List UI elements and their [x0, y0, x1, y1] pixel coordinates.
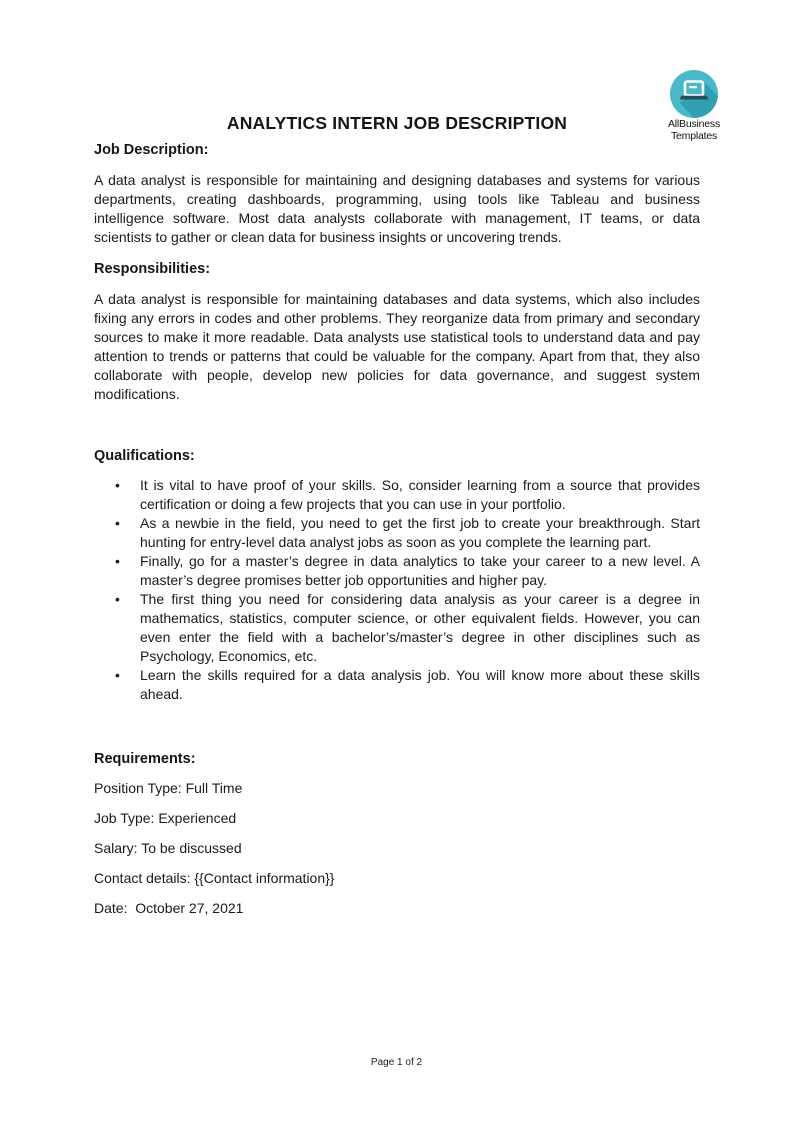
list-item: • Finally, go for a master’s degree in data analytics to take your career to a new level. A master’s degree promises better job opportunities and higher pay.: [140, 552, 700, 590]
page-number: Page 1 of 2: [370, 1057, 423, 1068]
list-item: • It is vital to have proof of your skills. So, consider learning from a source that provides certification or doing a few projects that you can use in your portfolio.: [140, 476, 700, 514]
requirement-position-type: Position Type: Full Time: [94, 780, 243, 796]
requirements-heading: Requirements:: [94, 751, 196, 767]
job-description-paragraph: A data analyst is responsible for maintaining and designing databases and systems for various departments, creating dashboards, programming, using tools like Tableau and business intelligence software. Most data analysts collaborate with management, IT teams, or data scientists to gather or clean data for business insights or uncovering trends.: [94, 172, 700, 245]
requirement-date: Date: October 27, 2021: [94, 900, 244, 916]
qualifications-heading: Qualifications:: [94, 448, 195, 464]
logo-wordmark-line1: AllBusiness: [667, 118, 721, 130]
section-qualifications: [94, 447, 700, 704]
requirement-salary: Salary: To be discussed: [94, 840, 242, 856]
responsibilities-paragraph: A data analyst is responsible for maintaining databases and data systems, which also includes fixing any errors in codes and other problems. They reorganize data from primary and secondary sources to make it more readable. Data analysts use statistical tools to understand data and pay attention to trends or patterns that could be valuable for the company. Apart from that, they also collaborate with people, develop new policies for data governance, and suggest system modifications.: [94, 291, 700, 402]
section-requirements: [94, 750, 700, 918]
list-item: • The first thing you need for considering data analysis as your career is a degree in mathematics, statistics, computer science, or other equivalent fields. However, you can even enter the field with a bachelor’s/master’s degree in other disciplines such as Psychology, Economics, etc.: [140, 590, 700, 666]
list-item: • Learn the skills required for a data analysis job. You will know more about these skills ahead.: [140, 666, 700, 704]
laptop-screen: [685, 82, 703, 96]
page-title: ANALYTICS INTERN JOB DESCRIPTION: [226, 113, 568, 133]
logo-wordmark: [649, 119, 739, 142]
qualifications-list: [94, 476, 700, 704]
allbusiness-logo: [649, 70, 739, 142]
requirement-job-type: Job Type: Experienced: [94, 810, 237, 826]
requirement-contact-details: Contact details: {{Contact information}}: [94, 870, 335, 886]
section-responsibilities: [94, 260, 700, 404]
responsibilities-heading: Responsibilities:: [94, 261, 211, 277]
laptop-icon: [670, 70, 718, 118]
logo-wordmark-line2: Templates: [670, 129, 718, 142]
laptop-screen-line: [689, 86, 697, 88]
section-job-description: [94, 141, 700, 247]
job-description-heading: Job Description:: [94, 142, 209, 158]
laptop-base: [680, 96, 709, 100]
list-item: • As a newbie in the field, you need to get the first job to create your breakthrough. Start hunting for entry-level data analyst jobs as soon as you complete the learning part.: [140, 514, 700, 552]
